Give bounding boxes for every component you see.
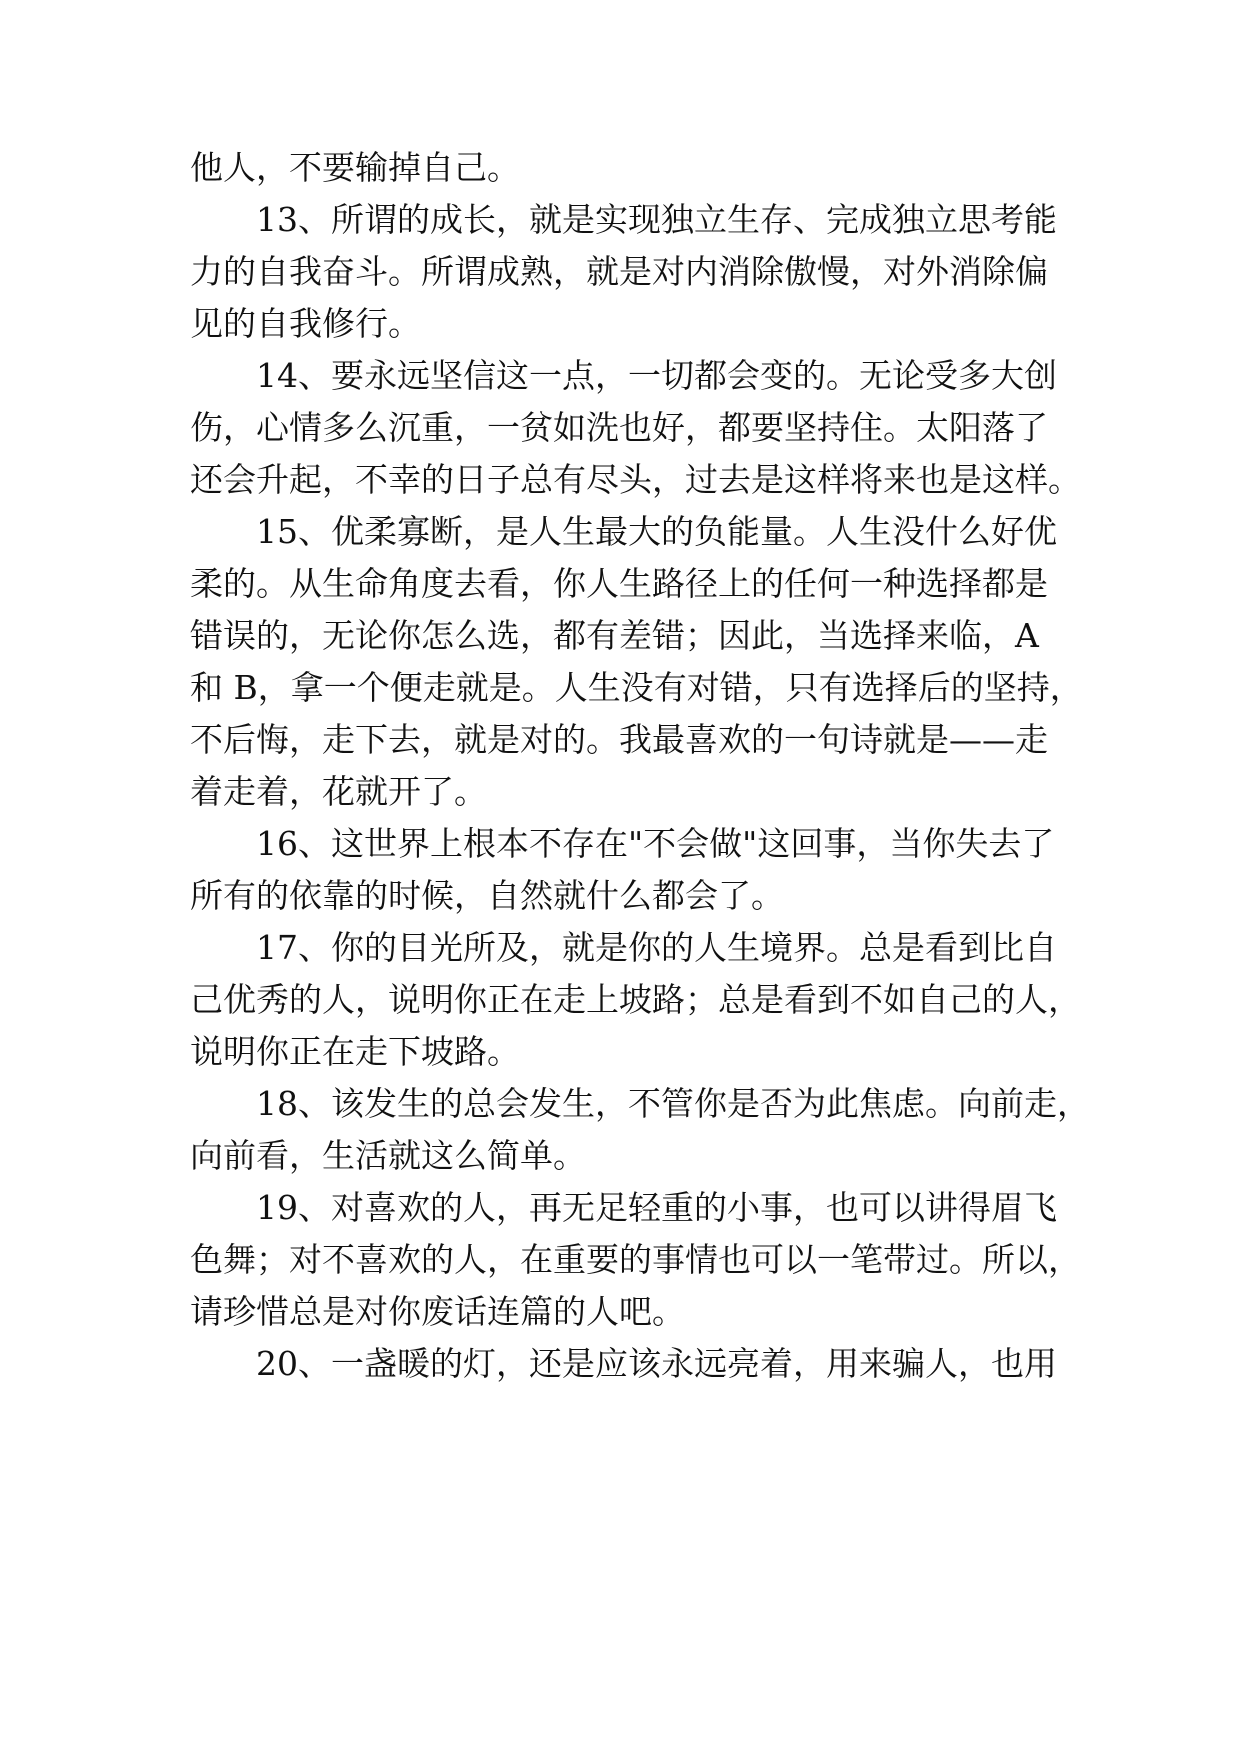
text-line: 力的自我奋斗。所谓成熟，就是对内消除傲慢，对外消除偏 <box>190 252 1048 291</box>
text-line: 错误的，无论你怎么选，都有差错；因此，当选择来临，A <box>190 616 1039 655</box>
paragraph-13-start: 13、所谓的成长，就是实现独立生存、完成独立思考能 <box>256 200 1057 239</box>
paragraph-16-start: 16、这世界上根本不存在"不会做"这回事，当你失去了 <box>256 824 1055 863</box>
text-line: 向前看，生活就这么简单。 <box>190 1136 586 1175</box>
paragraph-20-start: 20、一盏暖的灯，还是应该永远亮着，用来骗人，也用 <box>256 1344 1057 1383</box>
text-line: 伤，心情多么沉重，一贫如洗也好，都要坚持住。太阳落了 <box>190 408 1048 447</box>
text-line: 和 B，拿一个便走就是。人生没有对错，只有选择后的坚持， <box>190 668 1083 707</box>
text-line: 己优秀的人，说明你正在走上坡路；总是看到不如自己的人， <box>190 980 1081 1019</box>
text-line: 说明你正在走下坡路。 <box>190 1032 520 1071</box>
text-line: 所有的依靠的时候，自然就什么都会了。 <box>190 876 784 915</box>
text-line: 请珍惜总是对你废话连篇的人吧。 <box>190 1292 685 1331</box>
paragraph-15-start: 15、优柔寡断，是人生最大的负能量。人生没什么好优 <box>256 512 1057 551</box>
paragraph-18-start: 18、该发生的总会发生，不管你是否为此焦虑。向前走， <box>256 1084 1090 1123</box>
paragraph-17-start: 17、你的目光所及，就是你的人生境界。总是看到比自 <box>256 928 1057 967</box>
text-line: 见的自我修行。 <box>190 304 421 343</box>
paragraph-14-start: 14、要永远坚信这一点，一切都会变的。无论受多大创 <box>256 356 1057 395</box>
text-line: 柔的。从生命角度去看，你人生路径上的任何一种选择都是 <box>190 564 1048 603</box>
text-line: 着走着，花就开了。 <box>190 772 487 811</box>
text-line: 色舞；对不喜欢的人，在重要的事情也可以一笔带过。所以， <box>190 1240 1081 1279</box>
text-line: 还会升起，不幸的日子总有尽头，过去是这样将来也是这样。 <box>190 460 1081 499</box>
paragraph-19-start: 19、对喜欢的人，再无足轻重的小事，也可以讲得眉飞 <box>256 1188 1057 1227</box>
text-line: 他人，不要输掉自己。 <box>190 148 520 187</box>
text-line: 不后悔，走下去，就是对的。我最喜欢的一句诗就是——走 <box>190 720 1048 759</box>
